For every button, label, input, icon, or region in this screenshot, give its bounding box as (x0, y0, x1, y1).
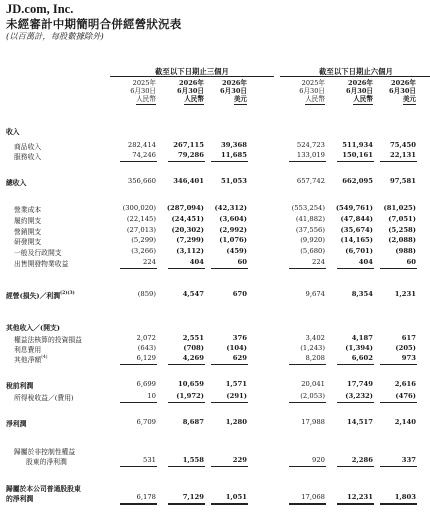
table-cell: (2,053) (300, 392, 325, 400)
row-label: 歸屬於本公司普通股股東 (6, 485, 81, 493)
row-label: 其他淨額$^{(4)}$ (14, 355, 48, 364)
table-cell: 12,231 (346, 493, 373, 501)
table-cell: (643) (137, 344, 156, 352)
subtotal-rule (211, 161, 248, 162)
total-double-rule (380, 503, 417, 505)
table-cell: 670 (232, 290, 247, 298)
table-row (0, 446, 430, 456)
row-label: 商品收入 (14, 143, 42, 151)
table-cell: 337 (401, 456, 416, 464)
table-cell: 60 (406, 258, 416, 266)
table-row (0, 418, 430, 428)
row-label: 經營(損失)／利潤$^{(2)(3)}$ (6, 291, 75, 300)
table-cell: (291) (226, 392, 247, 400)
table-cell: (7,299) (176, 236, 204, 244)
table-cell: (41,882) (295, 215, 325, 223)
statement-subtitle: (以百萬計，每股數據除外) (6, 31, 104, 41)
footnote-marker: (2)(3) (60, 291, 75, 296)
subtotal-rule (289, 364, 326, 365)
table-cell: 6,699 (136, 380, 156, 388)
table-cell: (205) (395, 344, 416, 352)
table-row (0, 126, 430, 136)
subtotal-rule (289, 161, 326, 162)
table-cell: (5,680) (300, 247, 325, 255)
total-double-rule (211, 503, 248, 505)
column-header-unit: 人民幣 (353, 94, 373, 103)
row-label: 研發開支 (14, 238, 42, 246)
table-cell: 4,547 (182, 290, 204, 298)
table-cell: (2,992) (219, 226, 247, 234)
table-cell: 617 (401, 334, 416, 342)
table-cell: 1,571 (225, 380, 247, 388)
table-cell: 531 (143, 456, 156, 464)
period-header-rule (110, 76, 274, 77)
subtotal-rule (168, 466, 205, 467)
table-cell: 17,749 (346, 380, 373, 388)
subtotal-rule (380, 466, 417, 467)
column-header-date: 6月30日 (220, 86, 247, 95)
table-cell: 404 (358, 258, 373, 266)
column-header-year: 2025年 (301, 79, 325, 87)
table-cell: 376 (232, 334, 247, 342)
table-cell: 511,934 (342, 141, 373, 149)
table-cell: 4,269 (182, 354, 204, 362)
column-header-unit: 美元 (233, 94, 247, 103)
table-cell: 920 (312, 456, 325, 464)
table-cell: 657,742 (296, 177, 325, 185)
table-cell: 7,129 (182, 493, 204, 501)
table-cell: (22,145) (126, 215, 156, 223)
table-cell: (6,701) (345, 247, 373, 255)
table-cell: 10 (147, 392, 156, 400)
table-cell: (37,556) (295, 226, 325, 234)
table-cell: 629 (232, 354, 247, 362)
column-header (110, 80, 156, 105)
table-cell: 11,685 (220, 151, 247, 159)
table-cell: 150,161 (342, 151, 373, 159)
table-cell: (988) (395, 247, 416, 255)
table-cell: 1,280 (225, 418, 247, 426)
table-cell: 3,402 (305, 334, 325, 342)
subtotal-rule (211, 364, 248, 365)
table-cell: 4,187 (351, 334, 373, 342)
table-cell: (3,112) (176, 247, 204, 255)
column-header-date: 6月30日 (130, 86, 156, 95)
row-label: 營銷開支 (14, 228, 42, 236)
subtotal-rule (120, 161, 157, 162)
subtotal-rule (380, 268, 417, 269)
period-header-three-months: 截至以下日期止三個月 (155, 67, 229, 76)
table-row (0, 483, 430, 493)
column-header-unit: 人民幣 (184, 94, 204, 103)
table-row (0, 236, 430, 246)
table-row (0, 344, 430, 354)
table-row (0, 456, 430, 466)
subtotal-rule (120, 402, 157, 403)
period-header-six-months: 截至以下日期止六個月 (319, 67, 393, 76)
column-header (327, 80, 373, 105)
subtotal-rule (380, 161, 417, 162)
total-double-rule (120, 503, 157, 505)
subtotal-rule (337, 161, 374, 162)
table-cell: 133,019 (296, 151, 325, 159)
table-cell: (859) (137, 290, 156, 298)
row-label: 出售開發物業收益 (14, 260, 69, 268)
subtotal-rule (120, 466, 157, 467)
table-cell: 1,051 (225, 493, 247, 501)
subtotal-rule (120, 364, 157, 365)
table-row (0, 322, 430, 332)
row-label: 一般及行政開支 (14, 249, 62, 257)
table-cell: 346,401 (173, 177, 204, 185)
table-cell: (3,232) (345, 392, 373, 400)
column-header-date: 6月30日 (299, 86, 325, 95)
table-cell: (549,761) (335, 204, 373, 212)
table-cell: 356,660 (127, 177, 156, 185)
table-cell: 8,687 (182, 418, 204, 426)
row-label: 履約開支 (14, 217, 42, 225)
table-cell: 662,095 (342, 177, 373, 185)
row-label: 總收入 (6, 179, 27, 187)
table-cell: (24,451) (171, 215, 204, 223)
column-header-year: 2026年 (222, 79, 247, 87)
table-cell: 79,286 (177, 151, 204, 159)
table-cell: (14,165) (340, 236, 373, 244)
table-cell: (1,243) (300, 344, 325, 352)
column-header-unit: 美元 (402, 94, 416, 103)
column-header (201, 80, 247, 105)
table-cell: (3,266) (131, 247, 156, 255)
table-cell: 97,581 (389, 177, 416, 185)
subtotal-rule (337, 466, 374, 467)
row-label: 股東的淨利潤 (26, 458, 67, 466)
table-row (0, 247, 430, 257)
table-cell: 60 (237, 258, 247, 266)
table-cell: (300,020) (122, 204, 156, 212)
table-cell: 14,517 (346, 418, 373, 426)
row-label: 淨利潤 (6, 420, 27, 428)
table-cell: (5,258) (388, 226, 416, 234)
subtotal-rule (211, 268, 248, 269)
table-cell: (81,025) (383, 204, 416, 212)
table-row (0, 493, 430, 503)
column-header-unit: 人民幣 (305, 94, 325, 103)
row-label: 稅前利潤 (6, 382, 34, 390)
table-row (0, 334, 430, 344)
table-cell: (287,094) (166, 204, 204, 212)
table-cell: 282,414 (127, 141, 156, 149)
table-row (0, 290, 430, 300)
table-cell: 224 (312, 258, 325, 266)
subtotal-rule (337, 268, 374, 269)
table-row (0, 204, 430, 214)
table-cell: 17,068 (301, 493, 325, 501)
table-cell: (42,312) (214, 204, 247, 212)
table-row (0, 177, 430, 187)
total-double-rule (337, 503, 374, 505)
table-cell: (1,394) (345, 344, 373, 352)
company-name: JD.com, Inc. (6, 2, 74, 16)
table-cell: (708) (183, 344, 204, 352)
table-cell: 8,354 (351, 290, 373, 298)
subtotal-rule (211, 402, 248, 403)
column-header-year: 2025年 (132, 79, 156, 87)
table-row (0, 380, 430, 390)
table-cell: 10,659 (177, 380, 204, 388)
table-cell: 6,129 (136, 354, 156, 362)
table-cell: (104) (226, 344, 247, 352)
table-cell: 2,072 (136, 334, 156, 342)
table-cell: 1,231 (394, 290, 416, 298)
table-cell: 1,803 (394, 493, 416, 501)
table-cell: 17,988 (301, 418, 325, 426)
column-header (158, 80, 204, 105)
table-cell: 51,053 (220, 177, 247, 185)
subtotal-rule (289, 268, 326, 269)
table-cell: 2,140 (394, 418, 416, 426)
table-cell: (35,674) (340, 226, 373, 234)
table-cell: (20,302) (171, 226, 204, 234)
table-cell: (1,076) (219, 236, 247, 244)
row-label: 收入 (6, 128, 20, 136)
row-label: 歸屬於非控制性權益 (14, 448, 76, 456)
table-cell: 22,131 (389, 151, 416, 159)
table-cell: 6,709 (136, 418, 156, 426)
table-cell: (5,299) (131, 236, 156, 244)
table-cell: 75,450 (389, 141, 416, 149)
table-row (0, 151, 430, 161)
subtotal-rule (380, 402, 417, 403)
period-header-rule (280, 76, 430, 77)
table-cell: 404 (189, 258, 204, 266)
column-header-date: 6月30日 (389, 86, 416, 95)
column-header-date: 6月30日 (177, 86, 204, 95)
row-label: 其他收入／(開支) (6, 324, 61, 332)
table-row (0, 141, 430, 151)
row-label: 服務收入 (14, 153, 42, 161)
row-label: 所得稅收益／(費用) (14, 394, 74, 402)
row-label: 營業成本 (14, 206, 42, 214)
table-row (0, 392, 430, 402)
row-label: 權益法核算的投資損益 (14, 336, 82, 344)
table-cell: 2,286 (351, 456, 373, 464)
row-label: 利息費用 (14, 346, 42, 354)
table-cell: 20,041 (301, 380, 325, 388)
table-cell: (553,254) (291, 204, 325, 212)
table-row (0, 215, 430, 225)
table-cell: (27,013) (126, 226, 156, 234)
table-cell: (3,604) (219, 215, 247, 223)
table-cell: 8,208 (305, 354, 325, 362)
subtotal-rule (120, 268, 157, 269)
table-cell: 6,602 (351, 354, 373, 362)
column-header (370, 80, 416, 105)
table-row (0, 354, 430, 364)
table-cell: (47,844) (340, 215, 373, 223)
subtotal-rule (168, 268, 205, 269)
table-cell: (7,051) (388, 215, 416, 223)
row-label: 的淨利潤 (6, 495, 34, 503)
table-cell: 524,723 (296, 141, 325, 149)
table-cell: 229 (232, 456, 247, 464)
subtotal-rule (289, 402, 326, 403)
subtotal-rule (168, 161, 205, 162)
column-header-year: 2026年 (348, 79, 373, 87)
table-cell: 1,558 (182, 456, 204, 464)
subtotal-rule (337, 364, 374, 365)
footnote-marker: (4) (41, 355, 48, 360)
table-row (0, 226, 430, 236)
table-cell: (1,972) (176, 392, 204, 400)
table-cell: 224 (143, 258, 156, 266)
table-cell: 973 (401, 354, 416, 362)
statement-title: 未經審計中期簡明合併經營狀況表 (6, 17, 182, 31)
table-cell: 39,368 (220, 141, 247, 149)
table-cell: 74,246 (132, 151, 156, 159)
table-cell: 6,178 (136, 493, 156, 501)
subtotal-rule (289, 466, 326, 467)
table-cell: 9,674 (305, 290, 325, 298)
total-double-rule (168, 503, 205, 505)
column-header (279, 80, 325, 105)
table-cell: (2,088) (388, 236, 416, 244)
column-header-year: 2026年 (391, 79, 416, 87)
table-cell: 267,115 (173, 141, 204, 149)
subtotal-rule (168, 402, 205, 403)
subtotal-rule (380, 364, 417, 365)
total-double-rule (289, 503, 326, 505)
subtotal-rule (168, 364, 205, 365)
table-cell: (9,920) (300, 236, 325, 244)
table-row (0, 258, 430, 268)
table-cell: 2,616 (394, 380, 416, 388)
table-cell: (476) (395, 392, 416, 400)
column-header-year: 2026年 (179, 79, 204, 87)
table-cell: 2,551 (182, 334, 204, 342)
subtotal-rule (211, 466, 248, 467)
subtotal-rule (337, 402, 374, 403)
column-header-date: 6月30日 (346, 86, 373, 95)
column-header-unit: 人民幣 (136, 94, 156, 103)
table-cell: (459) (226, 247, 247, 255)
